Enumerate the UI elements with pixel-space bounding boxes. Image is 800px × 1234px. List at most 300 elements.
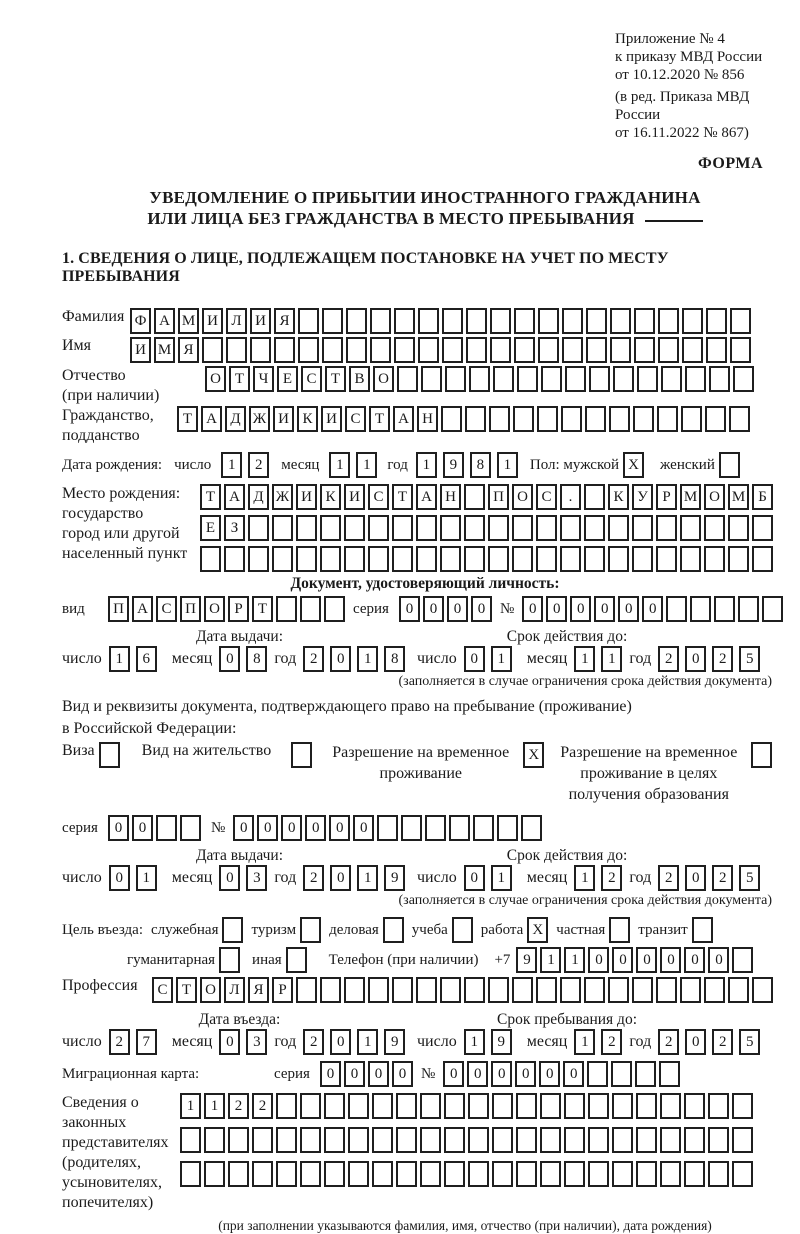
char-cell[interactable]: 0	[660, 947, 681, 973]
char-cell[interactable]	[348, 1127, 369, 1153]
char-cell[interactable]	[396, 1127, 417, 1153]
char-cell[interactable]: 2	[658, 646, 679, 672]
char-cell[interactable]	[396, 1161, 417, 1187]
char-cell[interactable]: Ч	[253, 366, 274, 392]
char-cell[interactable]	[611, 1061, 632, 1087]
char-cell[interactable]: 1	[416, 452, 437, 478]
char-cell[interactable]	[512, 546, 533, 572]
purpose-official-checkbox[interactable]	[222, 917, 243, 943]
char-cell[interactable]	[752, 515, 773, 541]
char-cell[interactable]	[610, 308, 631, 334]
char-cell[interactable]: 0	[233, 815, 254, 841]
stay-day-input[interactable]	[464, 1029, 512, 1055]
char-cell[interactable]: 3	[246, 865, 267, 891]
char-cell[interactable]: 0	[399, 596, 420, 622]
char-cell[interactable]	[564, 1161, 585, 1187]
char-cell[interactable]	[609, 406, 630, 432]
char-cell[interactable]	[272, 515, 293, 541]
char-cell[interactable]: .	[560, 484, 581, 510]
permit-valid-year-input[interactable]	[658, 865, 760, 891]
char-cell[interactable]: О	[205, 366, 226, 392]
birthplace-input-row2[interactable]	[200, 515, 773, 541]
char-cell[interactable]: 0	[588, 947, 609, 973]
char-cell[interactable]	[440, 977, 461, 1003]
char-cell[interactable]	[228, 1161, 249, 1187]
char-cell[interactable]	[562, 337, 583, 363]
char-cell[interactable]	[536, 546, 557, 572]
char-cell[interactable]: 1	[497, 452, 518, 478]
char-cell[interactable]	[274, 337, 295, 363]
char-cell[interactable]: Я	[178, 337, 199, 363]
char-cell[interactable]: 1	[574, 1029, 595, 1055]
char-cell[interactable]	[372, 1161, 393, 1187]
char-cell[interactable]: 0	[344, 1061, 365, 1087]
char-cell[interactable]	[636, 1161, 657, 1187]
char-cell[interactable]: Л	[224, 977, 245, 1003]
char-cell[interactable]	[440, 546, 461, 572]
char-cell[interactable]: 0	[353, 815, 374, 841]
char-cell[interactable]	[752, 977, 773, 1003]
char-cell[interactable]	[464, 484, 485, 510]
char-cell[interactable]: 2	[303, 865, 324, 891]
char-cell[interactable]	[708, 1161, 729, 1187]
char-cell[interactable]	[680, 546, 701, 572]
char-cell[interactable]: О	[373, 366, 394, 392]
char-cell[interactable]: 1	[357, 865, 378, 891]
char-cell[interactable]: 1	[357, 1029, 378, 1055]
char-cell[interactable]	[584, 546, 605, 572]
char-cell[interactable]	[468, 1093, 489, 1119]
char-cell[interactable]	[565, 366, 586, 392]
char-cell[interactable]	[464, 977, 485, 1003]
char-cell[interactable]	[346, 337, 367, 363]
char-cell[interactable]: 0	[368, 1061, 389, 1087]
char-cell[interactable]	[588, 1161, 609, 1187]
char-cell[interactable]: 8	[470, 452, 491, 478]
char-cell[interactable]	[180, 1161, 201, 1187]
char-cell[interactable]: Б	[752, 484, 773, 510]
char-cell[interactable]	[420, 1127, 441, 1153]
char-cell[interactable]: 1	[356, 452, 377, 478]
char-cell[interactable]: И	[321, 406, 342, 432]
char-cell[interactable]: О	[204, 596, 225, 622]
char-cell[interactable]	[248, 546, 269, 572]
char-cell[interactable]	[418, 337, 439, 363]
char-cell[interactable]: 0	[329, 815, 350, 841]
char-cell[interactable]: Р	[228, 596, 249, 622]
char-cell[interactable]	[516, 1093, 537, 1119]
purpose-work-checkbox[interactable]: X	[527, 917, 548, 943]
char-cell[interactable]	[521, 815, 542, 841]
char-cell[interactable]	[708, 1127, 729, 1153]
char-cell[interactable]: 2	[252, 1093, 273, 1119]
sex-female-checkbox[interactable]	[719, 452, 740, 478]
char-cell[interactable]	[588, 1127, 609, 1153]
char-cell[interactable]: 9	[443, 452, 464, 478]
char-cell[interactable]: 1	[601, 646, 622, 672]
char-cell[interactable]	[661, 366, 682, 392]
char-cell[interactable]	[560, 546, 581, 572]
char-cell[interactable]	[298, 337, 319, 363]
char-cell[interactable]	[564, 1127, 585, 1153]
char-cell[interactable]	[344, 546, 365, 572]
char-cell[interactable]	[420, 1161, 441, 1187]
residence-permit-checkbox[interactable]	[291, 742, 312, 768]
char-cell[interactable]	[492, 1127, 513, 1153]
birth-year-input[interactable]	[416, 452, 518, 478]
char-cell[interactable]	[704, 546, 725, 572]
char-cell[interactable]	[394, 308, 415, 334]
char-cell[interactable]: И	[273, 406, 294, 432]
char-cell[interactable]: 0	[281, 815, 302, 841]
char-cell[interactable]: 1	[574, 646, 595, 672]
char-cell[interactable]: 2	[601, 1029, 622, 1055]
char-cell[interactable]: Т	[325, 366, 346, 392]
char-cell[interactable]	[514, 308, 535, 334]
profession-input[interactable]	[152, 977, 773, 1003]
patronymic-input[interactable]	[205, 366, 754, 392]
char-cell[interactable]	[202, 337, 223, 363]
char-cell[interactable]: 1	[136, 865, 157, 891]
char-cell[interactable]: П	[180, 596, 201, 622]
char-cell[interactable]: Т	[392, 484, 413, 510]
char-cell[interactable]: 0	[464, 865, 485, 891]
char-cell[interactable]	[682, 308, 703, 334]
char-cell[interactable]: А	[154, 308, 175, 334]
char-cell[interactable]	[377, 815, 398, 841]
char-cell[interactable]	[492, 1093, 513, 1119]
char-cell[interactable]	[666, 596, 687, 622]
char-cell[interactable]: 3	[246, 1029, 267, 1055]
char-cell[interactable]: Ж	[272, 484, 293, 510]
char-cell[interactable]	[635, 1061, 656, 1087]
char-cell[interactable]	[276, 1161, 297, 1187]
char-cell[interactable]	[368, 515, 389, 541]
char-cell[interactable]	[449, 815, 470, 841]
char-cell[interactable]	[300, 596, 321, 622]
char-cell[interactable]	[492, 1161, 513, 1187]
char-cell[interactable]	[320, 977, 341, 1003]
char-cell[interactable]: 0	[257, 815, 278, 841]
char-cell[interactable]	[466, 308, 487, 334]
char-cell[interactable]	[468, 1161, 489, 1187]
char-cell[interactable]: Н	[440, 484, 461, 510]
char-cell[interactable]: 0	[464, 646, 485, 672]
char-cell[interactable]: К	[608, 484, 629, 510]
doc-number-input[interactable]	[522, 596, 783, 622]
char-cell[interactable]: А	[201, 406, 222, 432]
char-cell[interactable]	[276, 1127, 297, 1153]
visa-checkbox[interactable]	[99, 742, 120, 768]
char-cell[interactable]	[732, 947, 753, 973]
birthplace-input-row3[interactable]	[200, 546, 773, 572]
char-cell[interactable]: А	[132, 596, 153, 622]
char-cell[interactable]: 1	[357, 646, 378, 672]
char-cell[interactable]	[634, 337, 655, 363]
char-cell[interactable]	[633, 406, 654, 432]
char-cell[interactable]	[392, 977, 413, 1003]
char-cell[interactable]: И	[202, 308, 223, 334]
doc-valid-month-input[interactable]	[574, 646, 622, 672]
char-cell[interactable]	[370, 308, 391, 334]
char-cell[interactable]: Я	[248, 977, 269, 1003]
entry-month-input[interactable]	[219, 1029, 267, 1055]
char-cell[interactable]: Е	[200, 515, 221, 541]
char-cell[interactable]	[540, 1093, 561, 1119]
char-cell[interactable]	[728, 977, 749, 1003]
char-cell[interactable]: З	[224, 515, 245, 541]
char-cell[interactable]	[497, 815, 518, 841]
char-cell[interactable]	[681, 406, 702, 432]
char-cell[interactable]	[560, 977, 581, 1003]
char-cell[interactable]	[368, 546, 389, 572]
char-cell[interactable]: 1	[180, 1093, 201, 1119]
char-cell[interactable]	[752, 546, 773, 572]
char-cell[interactable]	[394, 337, 415, 363]
char-cell[interactable]	[632, 515, 653, 541]
char-cell[interactable]: В	[349, 366, 370, 392]
char-cell[interactable]	[322, 337, 343, 363]
char-cell[interactable]	[488, 515, 509, 541]
doc-issue-month-input[interactable]	[219, 646, 267, 672]
char-cell[interactable]	[445, 366, 466, 392]
char-cell[interactable]: 0	[594, 596, 615, 622]
char-cell[interactable]: 2	[601, 865, 622, 891]
char-cell[interactable]: 2	[712, 646, 733, 672]
char-cell[interactable]	[608, 515, 629, 541]
char-cell[interactable]: 9	[384, 1029, 405, 1055]
char-cell[interactable]	[738, 596, 759, 622]
char-cell[interactable]	[416, 977, 437, 1003]
char-cell[interactable]: 2	[303, 646, 324, 672]
char-cell[interactable]	[536, 977, 557, 1003]
char-cell[interactable]	[296, 546, 317, 572]
char-cell[interactable]	[587, 1061, 608, 1087]
char-cell[interactable]	[589, 366, 610, 392]
char-cell[interactable]	[468, 1127, 489, 1153]
char-cell[interactable]: С	[152, 977, 173, 1003]
permit-series-input[interactable]	[108, 815, 201, 841]
char-cell[interactable]	[561, 406, 582, 432]
char-cell[interactable]: С	[536, 484, 557, 510]
char-cell[interactable]	[564, 1093, 585, 1119]
char-cell[interactable]	[586, 308, 607, 334]
migration-series-input[interactable]	[320, 1061, 413, 1087]
purpose-study-checkbox[interactable]	[452, 917, 473, 943]
char-cell[interactable]	[659, 1061, 680, 1087]
char-cell[interactable]: 2	[228, 1093, 249, 1119]
char-cell[interactable]: Д	[248, 484, 269, 510]
permit-valid-month-input[interactable]	[574, 865, 622, 891]
char-cell[interactable]	[397, 366, 418, 392]
char-cell[interactable]	[732, 1161, 753, 1187]
char-cell[interactable]: 0	[320, 1061, 341, 1087]
char-cell[interactable]	[588, 1093, 609, 1119]
entry-year-input[interactable]	[303, 1029, 405, 1055]
surname-input[interactable]	[130, 308, 751, 334]
char-cell[interactable]: 0	[612, 947, 633, 973]
char-cell[interactable]: 1	[540, 947, 561, 973]
char-cell[interactable]	[538, 337, 559, 363]
birth-day-input[interactable]	[221, 452, 269, 478]
char-cell[interactable]	[372, 1093, 393, 1119]
char-cell[interactable]: 1	[109, 646, 130, 672]
char-cell[interactable]	[320, 546, 341, 572]
char-cell[interactable]	[512, 977, 533, 1003]
char-cell[interactable]: 1	[564, 947, 585, 973]
char-cell[interactable]	[680, 515, 701, 541]
char-cell[interactable]	[706, 337, 727, 363]
char-cell[interactable]	[660, 1161, 681, 1187]
representatives-input-row2[interactable]	[180, 1127, 753, 1153]
char-cell[interactable]	[517, 366, 538, 392]
char-cell[interactable]: И	[130, 337, 151, 363]
char-cell[interactable]	[584, 977, 605, 1003]
char-cell[interactable]: О	[200, 977, 221, 1003]
char-cell[interactable]: Т	[229, 366, 250, 392]
char-cell[interactable]: Ж	[249, 406, 270, 432]
char-cell[interactable]	[348, 1161, 369, 1187]
char-cell[interactable]: Д	[225, 406, 246, 432]
char-cell[interactable]: Л	[226, 308, 247, 334]
char-cell[interactable]: 2	[248, 452, 269, 478]
char-cell[interactable]	[762, 596, 783, 622]
char-cell[interactable]	[612, 1161, 633, 1187]
char-cell[interactable]: Т	[369, 406, 390, 432]
char-cell[interactable]: 9	[491, 1029, 512, 1055]
char-cell[interactable]	[709, 366, 730, 392]
char-cell[interactable]	[660, 1127, 681, 1153]
char-cell[interactable]	[465, 406, 486, 432]
char-cell[interactable]	[272, 546, 293, 572]
char-cell[interactable]: 0	[684, 947, 705, 973]
char-cell[interactable]	[425, 815, 446, 841]
char-cell[interactable]	[586, 337, 607, 363]
char-cell[interactable]	[442, 337, 463, 363]
purpose-transit-checkbox[interactable]	[692, 917, 713, 943]
char-cell[interactable]: 6	[136, 646, 157, 672]
char-cell[interactable]	[658, 337, 679, 363]
char-cell[interactable]	[541, 366, 562, 392]
char-cell[interactable]: 0	[636, 947, 657, 973]
char-cell[interactable]	[300, 1161, 321, 1187]
char-cell[interactable]	[444, 1161, 465, 1187]
char-cell[interactable]	[344, 515, 365, 541]
char-cell[interactable]	[684, 1161, 705, 1187]
char-cell[interactable]: 1	[464, 1029, 485, 1055]
char-cell[interactable]	[682, 337, 703, 363]
char-cell[interactable]: 0	[522, 596, 543, 622]
char-cell[interactable]: Т	[252, 596, 273, 622]
char-cell[interactable]: 8	[384, 646, 405, 672]
char-cell[interactable]: О	[704, 484, 725, 510]
char-cell[interactable]	[346, 308, 367, 334]
char-cell[interactable]	[156, 815, 177, 841]
char-cell[interactable]	[562, 308, 583, 334]
name-input[interactable]	[130, 337, 751, 363]
char-cell[interactable]	[636, 1093, 657, 1119]
char-cell[interactable]	[684, 1127, 705, 1153]
char-cell[interactable]: 5	[739, 1029, 760, 1055]
char-cell[interactable]: 0	[219, 646, 240, 672]
char-cell[interactable]: Е	[277, 366, 298, 392]
char-cell[interactable]	[690, 596, 711, 622]
char-cell[interactable]: 0	[443, 1061, 464, 1087]
char-cell[interactable]: С	[345, 406, 366, 432]
char-cell[interactable]	[440, 515, 461, 541]
char-cell[interactable]: 0	[685, 646, 706, 672]
char-cell[interactable]	[610, 337, 631, 363]
char-cell[interactable]: А	[393, 406, 414, 432]
char-cell[interactable]: 0	[546, 596, 567, 622]
char-cell[interactable]: М	[728, 484, 749, 510]
char-cell[interactable]	[612, 1093, 633, 1119]
char-cell[interactable]	[488, 977, 509, 1003]
char-cell[interactable]: 0	[330, 646, 351, 672]
char-cell[interactable]	[513, 406, 534, 432]
char-cell[interactable]: 1	[329, 452, 350, 478]
char-cell[interactable]	[324, 1161, 345, 1187]
char-cell[interactable]	[344, 977, 365, 1003]
char-cell[interactable]	[490, 337, 511, 363]
char-cell[interactable]	[464, 546, 485, 572]
char-cell[interactable]	[637, 366, 658, 392]
char-cell[interactable]: 0	[539, 1061, 560, 1087]
char-cell[interactable]	[252, 1127, 273, 1153]
char-cell[interactable]: 9	[384, 865, 405, 891]
char-cell[interactable]: 5	[739, 646, 760, 672]
char-cell[interactable]	[320, 515, 341, 541]
char-cell[interactable]	[418, 308, 439, 334]
char-cell[interactable]: 1	[204, 1093, 225, 1119]
char-cell[interactable]	[685, 366, 706, 392]
char-cell[interactable]	[248, 515, 269, 541]
char-cell[interactable]	[512, 515, 533, 541]
char-cell[interactable]	[657, 406, 678, 432]
char-cell[interactable]: 0	[109, 865, 130, 891]
char-cell[interactable]: 0	[132, 815, 153, 841]
char-cell[interactable]: К	[320, 484, 341, 510]
representatives-input-row1[interactable]	[180, 1093, 753, 1119]
char-cell[interactable]	[732, 1093, 753, 1119]
char-cell[interactable]	[706, 308, 727, 334]
char-cell[interactable]	[516, 1127, 537, 1153]
permit-issue-year-input[interactable]	[303, 865, 405, 891]
char-cell[interactable]	[684, 1093, 705, 1119]
char-cell[interactable]: 0	[392, 1061, 413, 1087]
char-cell[interactable]	[300, 1093, 321, 1119]
char-cell[interactable]: С	[368, 484, 389, 510]
char-cell[interactable]: М	[680, 484, 701, 510]
char-cell[interactable]	[370, 337, 391, 363]
char-cell[interactable]: 0	[219, 865, 240, 891]
char-cell[interactable]	[252, 1161, 273, 1187]
char-cell[interactable]	[538, 308, 559, 334]
purpose-business-checkbox[interactable]	[383, 917, 404, 943]
char-cell[interactable]	[708, 1093, 729, 1119]
char-cell[interactable]: 1	[491, 646, 512, 672]
char-cell[interactable]	[514, 337, 535, 363]
char-cell[interactable]: У	[632, 484, 653, 510]
birthplace-input-row1[interactable]	[200, 484, 773, 510]
char-cell[interactable]: 2	[658, 1029, 679, 1055]
char-cell[interactable]	[730, 308, 751, 334]
char-cell[interactable]: С	[301, 366, 322, 392]
char-cell[interactable]: 2	[303, 1029, 324, 1055]
char-cell[interactable]	[584, 484, 605, 510]
char-cell[interactable]: 0	[618, 596, 639, 622]
char-cell[interactable]: 0	[467, 1061, 488, 1087]
